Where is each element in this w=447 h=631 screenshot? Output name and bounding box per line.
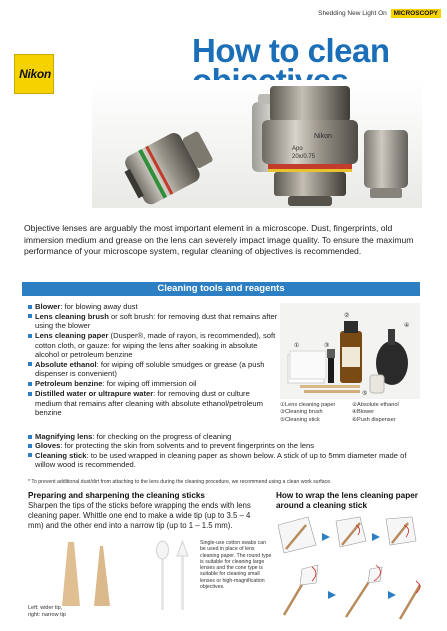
list-item: Lens cleaning brush or soft brush: for removing dust that remains after using the blower [28,312,278,331]
lens-apo-label: Apo [292,146,303,152]
list-item: Petroleum benzine: for wiping off immersion oil [28,379,278,388]
objective-lenses-photo [92,80,422,208]
list-item: Blower: for blowing away dust [28,302,278,311]
intro-paragraph: Objective lenses are arguably the most important element in a microscope. Dust, fingerprints, old immersion medium and grease on the lens can severely impact image quality. To ensure the maximum performance of your microscope system, regular cleaning of objectives is recommended. [24,223,414,257]
legend-item: ③Cleaning brush [280,409,323,416]
legend-item: ④Blower [352,409,375,416]
cotton-swabs-photo [148,540,198,610]
lens-magnification-label: 20x/0.75 [292,154,316,160]
sharpen-title: Preparing and sharpening the cleaning sticks [28,491,205,500]
logo-text: Nikon [19,67,51,81]
kit-label-1: ① [294,343,300,349]
objective-lens-right [364,130,408,198]
tools-list [28,302,278,418]
section-title-bar: Cleaning tools and reagents [22,282,420,296]
sharpened-sticks-photo [28,540,144,606]
kit-label-3: ③ [324,343,330,349]
wrap-steps-diagram [276,515,426,621]
cleaning-brush [327,349,335,383]
list-item: Magnifying lens: for checking on the progress of cleaning [28,432,420,441]
sharpen-text: Sharpen the tips of the sticks before wrapping the ends with lens cleaning paper. Whittle one end to make a wide tip (up to 3.5 – 4 mm) and the other end into a narrow tip (up to 1 – 1.5 mm). [28,501,251,530]
tagline-text: Shedding New Light On [318,10,387,17]
kit-label-5: ⑤ [362,391,368,397]
kit-legend [280,402,425,424]
kit-label-2: ② [344,313,350,319]
wrap-title: How to wrap the lens cleaning paper around a cleaning stick [276,491,418,510]
tools-list-wide [28,432,420,470]
list-item: Gloves: for protecting the skin from solvents and to prevent fingerprints on the lens [28,441,420,450]
objective-lens-main [262,86,358,206]
cleaning-kit-photo [280,303,420,399]
tagline [318,10,441,17]
list-item: Absolute ethanol: for wiping off soluble smudges or grease (a push dispenser is convenient) [28,360,278,379]
legend-item: ⑥Push dispenser [352,416,396,423]
list-item: Lens cleaning paper (Dusper®, made of rayon, is recommended), soft cotton cloth, or gauze: for wiping the lens after soaking in absolute alcohol or petroleum benzine [28,331,278,359]
kit-label-4: ④ [404,323,410,329]
stick-caption: Left: wider tip, right: narrow tip [28,605,66,618]
legend-item: ②Absolute ethanol [352,402,399,408]
legend-item: ⑤Cleaning stick [280,416,320,423]
push-dispenser [370,375,384,393]
title-line-1: How to clean [192,32,390,69]
list-item: Distilled water or ultrapure water: for removing dust or culture medium that remains after cleaning with absolute ethanol/petroleum benzine [28,389,278,417]
legend-item: ①Lens cleaning paper [280,402,336,408]
lens-brand-label: Nikon [314,133,332,140]
footnote: * To prevent additional dust/dirt from attaching to the lens during the cleaning procedure, we recommend using a clean work surface. [28,479,332,485]
wrap-step-3 [386,517,416,545]
nikon-logo [14,54,54,94]
swab-note: Single-use cotton swabs can be used in place of lens cleaning paper. The round type is suitable for cleaning large lenses and the cone type is suitable for cleaning small lenses or high-magnification objectives. [200,540,272,591]
lens-paper-stack [288,351,326,383]
header [0,0,447,210]
list-item: Cleaning stick: to be used wrapped in cleaning paper as shown below. A stick of up to 5mm diameter made of willow wood is recommended. [28,451,420,470]
tagline-highlight: MICROSCOPY [391,9,441,18]
